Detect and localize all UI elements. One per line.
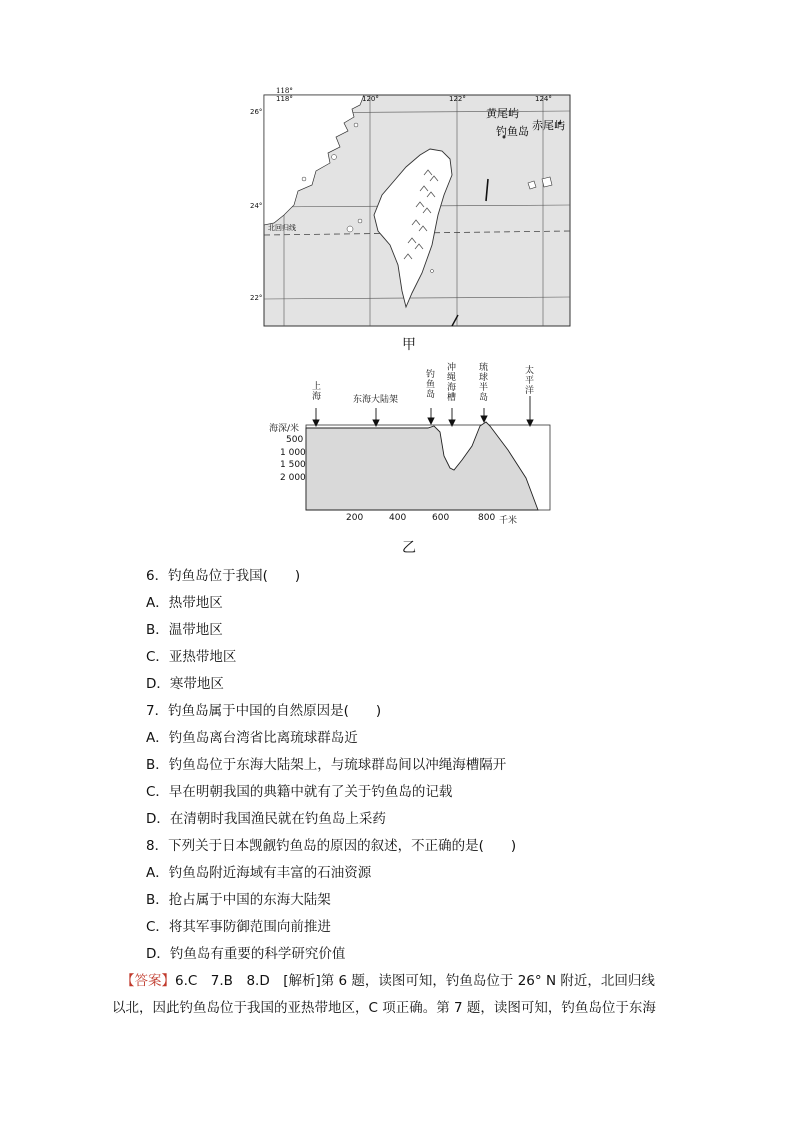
lon-tick-120: 120° [362,95,379,103]
lat-tick-22: 22° [250,294,263,302]
xtick-800: 800 [478,513,496,523]
question-7: 7．钓鱼岛属于中国的自然原因是( ) [146,703,382,719]
map-label-chiweiyu: 赤尾屿 [532,119,565,132]
q8-option-b: B．抢占属于中国的东海大陆架 [146,892,331,908]
map-label-huangweiyu: 黄尾屿 [486,107,519,120]
ytick-1000: 1 000 [280,448,306,458]
profile-ylabel: 海深/米 [269,424,300,434]
ytick-1500: 1 500 [280,460,306,470]
q7-option-a: A．钓鱼岛离台湾省比离琉球群岛近 [146,730,358,746]
profile-label-diaoyu: 钓鱼岛 [426,370,436,400]
map-label-tropic: 北回归线 [268,224,296,232]
xtick-400: 400 [389,513,407,523]
lat-tick-26: 26° [250,108,263,116]
q6-option-b: B．温带地区 [146,622,223,638]
q8-option-d: D．钓鱼岛有重要的科学研究价值 [146,946,346,962]
answer-tag: 【答案】 [121,973,175,989]
profile-label-trough: 冲绳海槽 [447,363,457,403]
profile-label-shanghai: 上海 [312,382,322,402]
q6-option-c: C．亚热带地区 [146,649,237,665]
answer-line-2: 以北，因此钓鱼岛位于我国的亚热带地区，C 项正确。第 7 题，读图可知，钓鱼岛位于东海 [112,1000,656,1016]
profile-label-shelf: 东海大陆架 [353,395,399,405]
question-8: 8．下列关于日本觊觎钓鱼岛的原因的叙述，不正确的是( ) [146,838,517,854]
xunit: 千米 [499,516,518,526]
map-jia [264,87,570,326]
lon-tick-118: 118° [276,95,293,103]
profile-label-ryukyu: 琉球半岛 [479,363,489,403]
ytick-500: 500 [286,435,304,445]
map-caption: 甲 [402,337,416,353]
answer-text-1: 6.C 7.B 8.D [解析]第 6 题，读图可知，钓鱼岛位于 26° N 附近，北回归线 [175,973,655,989]
profile-label-pacific: 太平洋 [525,366,535,396]
xtick-600: 600 [432,513,450,523]
map-label-diaoyudao: 钓鱼岛 [496,125,529,138]
lon-tick-122: 122° [449,95,466,103]
q6-option-d: D．寒带地区 [146,676,224,692]
ytick-2000: 2 000 [280,473,306,483]
q8-option-c: C．将其军事防御范围向前推进 [146,919,331,935]
q7-option-d: D．在清朝时我国渔民就在钓鱼岛上采药 [146,811,386,827]
q8-option-a: A．钓鱼岛附近海域有丰富的石油资源 [146,865,372,881]
lon-tick-124: 124° [535,95,552,103]
xtick-200: 200 [346,513,364,523]
q6-option-a: A．热带地区 [146,595,223,611]
question-6: 6．钓鱼岛位于我国( ) [146,568,301,584]
profile-caption: 乙 [402,540,416,556]
q7-option-c: C．早在明朝我国的典籍中就有了关于钓鱼岛的记载 [146,784,453,800]
answer-line-1 [121,969,655,989]
lon-tick-118: 118° [276,87,293,95]
q7-option-b: B．钓鱼岛位于东海大陆架上，与琉球群岛间以冲绳海槽隔开 [146,757,507,773]
lat-tick-24: 24° [250,202,263,210]
